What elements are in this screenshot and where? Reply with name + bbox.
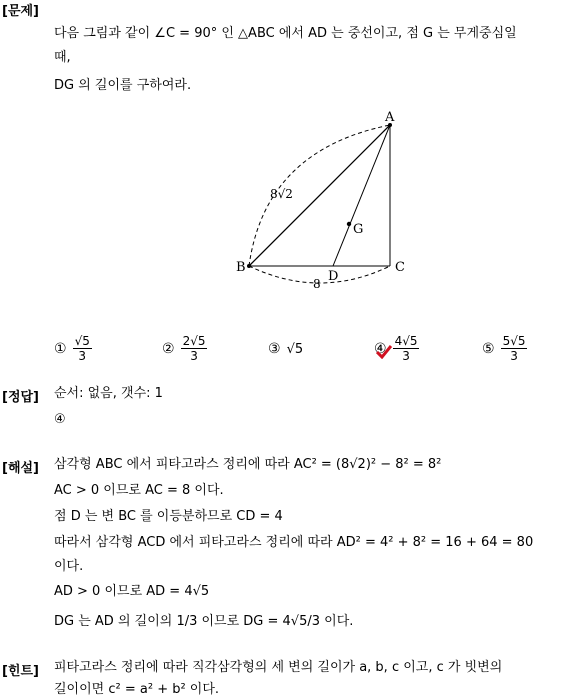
label-ab-length: 8√2: [270, 187, 293, 201]
label-b: B: [236, 260, 246, 275]
problem-line-2: 때,: [54, 50, 71, 65]
choice-3-mark: ③: [268, 341, 281, 357]
label-a: A: [385, 110, 395, 125]
choice-5-den: 3: [510, 349, 518, 363]
hint-label: [힌트]: [2, 664, 39, 679]
problem-line-1: 다음 그림과 같이 ∠C = 90° 인 △ABC 에서 AD 는 중선이고, 점 G 는 무게중심일: [54, 26, 517, 41]
choice-5-mark: ⑤: [482, 340, 495, 357]
answer-label: [정답]: [2, 390, 39, 405]
hint-line-1: 피타고라스 정리에 따라 직각삼각형의 세 변의 길이가 a, b, c 이고, c 가 빗변의: [54, 660, 503, 675]
choice-1[interactable]: [54, 334, 92, 363]
point-b: [247, 264, 251, 268]
choice-5-num: 5√5: [502, 334, 526, 348]
check-icon: [376, 345, 392, 359]
choice-1-den: 3: [78, 349, 87, 363]
choice-4-den: 3: [402, 349, 410, 363]
solution-label: [해설]: [2, 461, 39, 476]
label-d: D: [328, 269, 339, 284]
choice-4-mark: ④: [374, 341, 387, 357]
choice-4[interactable]: [374, 334, 419, 363]
choice-2[interactable]: [162, 334, 207, 363]
solution-line-7: DG 는 AD 의 길이의 1/3 이므로 DG = 4√5/3 이다.: [54, 614, 354, 629]
choice-1-mark: ①: [54, 340, 67, 357]
choice-1-num: √5: [74, 334, 90, 348]
median-ad: [333, 125, 390, 266]
point-g: [347, 222, 351, 226]
solution-line-1: 삼각형 ABC 에서 피타고라스 정리에 따라 AC² = (8√2)² − 8² = 8²: [54, 457, 442, 472]
choice-3-value: √5: [286, 341, 304, 357]
hint-line-2: 길이이면 c² = a² + b² 이다.: [54, 682, 220, 697]
choice-2-mark: ②: [162, 340, 175, 357]
triangle-figure: [220, 100, 420, 300]
solution-line-4: 따라서 삼각형 ACD 에서 피타고라스 정리에 따라 AD² = 4² + 8² = 16 + 64 = 80: [54, 535, 534, 550]
solution-line-6: AD > 0 이므로 AD = 4√5: [54, 584, 210, 599]
choice-4-num: 4√5: [394, 334, 418, 348]
label-c: C: [395, 260, 405, 275]
problem-line-3: DG 의 길이를 구하여라.: [54, 78, 192, 93]
answer-line-1: 순서: 없음, 갯수: 1: [54, 386, 163, 401]
choice-2-den: 3: [190, 349, 198, 363]
choice-3[interactable]: [268, 341, 303, 357]
label-bc-length: 8: [313, 277, 321, 291]
solution-line-5: 이다.: [54, 559, 84, 574]
solution-line-2: AC > 0 이므로 AC = 8 이다.: [54, 483, 224, 498]
choice-2-num: 2√5: [182, 334, 206, 348]
answer-line-2: ④: [54, 412, 66, 427]
problem-label: [문제]: [2, 4, 39, 19]
choice-5[interactable]: [482, 334, 527, 363]
label-g: G: [353, 222, 364, 237]
solution-line-3: 점 D 는 변 BC 를 이등분하므로 CD = 4: [54, 509, 283, 524]
